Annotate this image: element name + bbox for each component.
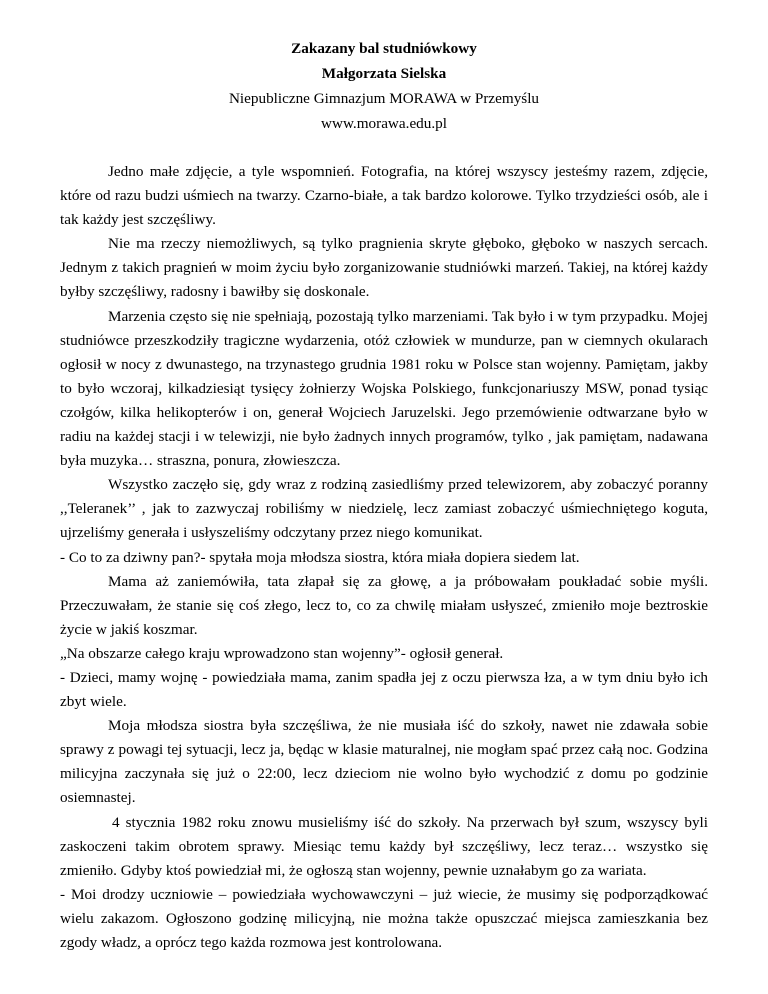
document-header	[60, 36, 708, 136]
dialogue-line: „Na obszarze całego kraju wprowadzono stan wojenny”- ogłosił generał.	[60, 644, 504, 662]
header-spacer	[60, 136, 708, 160]
paragraph: Mama aż zaniemówiła, tata złapał się za głowę, a ja próbowałam poukładać sobie myśli. Przeczuwałam, że stanie się coś złego, lecz to, co za chwilę miałam usłyszeć, zmieniło moje beztroskie życie w jakiś koszmar.	[60, 572, 708, 638]
paragraph: Moja młodsza siostra była szczęśliwa, że nie musiała iść do szkoły, nawet nie zdawała sobie sprawy z powagi tej sytuacji, lecz ja, będąc w klasie maturalnej, nie mogłam spać przez całą noc. Godzina milicyjna zaczynała się już o 22:00, lecz dzieciom nie wolno było wychodzić z domu po godzinie osiemnastej.	[60, 717, 708, 807]
document-body	[60, 160, 708, 955]
paragraph: Wszystko zaczęło się, gdy wraz z rodziną zasiedliśmy przed telewizorem, aby zobaczyć poranny ,,Teleranek’’ , jak to zazwyczaj robiliśmy w niedzielę, lecz zamiast zobaczyć uśmiechniętego koguta, ujrzeliśmy generała i usłyszeliśmy odczytany przez niego komunikat.	[60, 476, 708, 542]
paragraph: 4 stycznia 1982 roku znowu musieliśmy iść do szkoły. Na przerwach był szum, wszyscy byli zaskoczeni takim obrotem sprawy. Miesiąc temu każdy był szczęśliwy, lecz teraz… wszystko się zmieniło. Gdyby ktoś powiedział mi, że ogłoszą stan wojenny, pewnie uznałabym go za wariata.	[60, 813, 708, 879]
paragraph: Marzenia często się nie spełniają, pozostają tylko marzeniami. Tak było i w tym przypadku. Mojej studniówce przeszkodziły tragiczne wydarzenia, otóż człowiek w mundurze, pan w ciemnych okularach ogłosił w nocy z dwunastego, na trzynastego grudnia 1981 roku w Polsce stan wojenny. Pamiętam, jakby to było wczoraj, kilkadziesiąt tysięcy żołnierzy Wojska Polskiego, funkcjonariuszy MSW, ponad tysiąc czołgów, kilka helikopterów i on, generał Wojciech Jaruzelski. Jego przemówienie odtwarzane było w radiu na każdej stacji i w telewizji, nie było żadnych innych programów, tylko , jak pamiętam, nadawana była muzyka… straszna, ponura, złowieszcza.	[60, 307, 708, 470]
document-title: Zakazany bal studniówkowy	[291, 40, 477, 57]
paragraph: Jedno małe zdjęcie, a tyle wspomnień. Fotografia, na której wszyscy jesteśmy razem, zdjęcie, które od razu budzi uśmiech na twarzy. Czarno-białe, a tak bardzo kolorowe. Tylko trzydzieści osób, ale i tak każdy jest szczęśliwy.	[60, 163, 708, 229]
dialogue-line: - Moi drodzy uczniowie – powiedziała wychowawczyni – już wiecie, że musimy się podporządkować wielu zakazom. Ogłoszono godzinę milicyjną, nie można także opuszczać miejsca zamieszkania bez zgody władz, a oprócz tego każda rozmowa jest kontrolowana.	[60, 885, 708, 951]
paragraph: Nie ma rzeczy niemożliwych, są tylko pragnienia skryte głęboko, głęboko w naszych sercach. Jednym z takich pragnień w moim życiu było zorganizowanie studniówki marzeń. Takiej, na której każdy byłby szczęśliwy, radosny i bawiłby się doskonale.	[60, 235, 708, 301]
school-name: Niepubliczne Gimnazjum MORAWA w Przemyślu	[228, 90, 540, 107]
website-url: www.morawa.edu.pl	[321, 115, 447, 132]
author-name: Małgorzata Sielska	[321, 65, 447, 82]
dialogue-line: - Co to za dziwny pan?- spytała moja młodsza siostra, która miała dopiera siedem lat.	[60, 548, 580, 566]
dialogue-line: - Dzieci, mamy wojnę - powiedziała mama, zanim spadła jej z oczu pierwsza łza, a w tym dniu było ich zbyt wiele.	[60, 668, 708, 711]
